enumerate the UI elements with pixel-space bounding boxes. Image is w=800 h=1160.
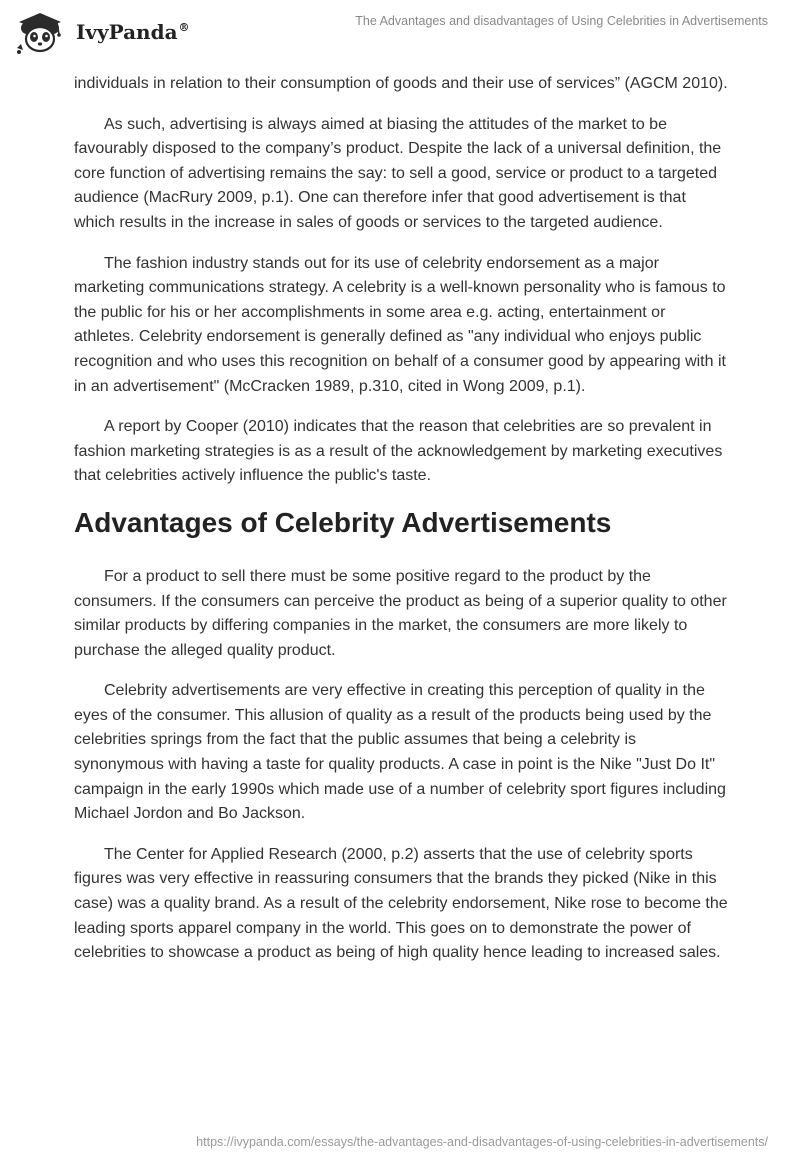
section-heading: Advantages of Celebrity Advertisements [74, 506, 612, 538]
paragraph: Celebrity advertisements are very effective in creating this perception of quality in the eyes of the consumer. This allusion of quality as a result of the products being used by the celebrities springs from the fact that the public assumes that being a celebrity is synonymous with having a taste for quality products. A case in point is the Nike "Just Do It" campaign in the early 1990s which made use of a number of celebrity sport figures including Michael Jordon and Bo Jackson. [74, 682, 726, 823]
document-title: The Advantages and disadvantages of Using Celebrities in Advertisements [355, 14, 768, 28]
footer-url[interactable]: https://ivypanda.com/essays/the-advantages-and-disadvantages-of-using-celebrities-in-advertisements/ [196, 1135, 768, 1149]
panda-graduate-icon[interactable] [13, 10, 67, 56]
paragraph: individuals in relation to their consumption of goods and their use of services” (AGCM 2010). [74, 75, 728, 92]
paragraph: A report by Cooper (2010) indicates that the reason that celebrities are so prevalent in fashion marketing strategies is as a result of the acknowledgement by marketing executives that celebrities actively influence the public's taste. [74, 418, 723, 485]
brand-text: IvyPanda [76, 20, 178, 44]
brand-name[interactable] [76, 20, 190, 44]
paragraph: The Center for Applied Research (2000, p.2) asserts that the use of celebrity sports figures was very effective in reassuring consumers that the brands they picked (Nike in this case) was a quality brand. As a result of the celebrity endorsement, Nike rose to become the leading sports apparel company in the world. This goes on to demonstrate the power of celebrities to showcase a product as being of high quality hence leading to increased sales. [74, 845, 728, 962]
paragraph: As such, advertising is always aimed at biasing the attitudes of the market to be favourably disposed to the company’s product. Despite the lack of a universal definition, the core function of advertising remains the say: to sell a good, service or product to a targeted audience (MacRury 2009, p.1). One can therefore infer that good advertisement is that which results in the increase in sales of goods or services to the targeted audience. [74, 115, 722, 231]
paragraph: The fashion industry stands out for its use of celebrity endorsement as a major marketing communications strategy. A celebrity is a well-known personality who is famous to the public for his or her accomplishments in some area e.g. acting, entertainment or athletes. Celebrity endorsement is generally defined as "any individual who enjoys public recognition and who uses this recognition on behalf of a consumer good by appearing with it in an advertisement" (McCracken 1989, p.310, cited in Wong 2009, p.1). [74, 254, 726, 395]
paragraph: For a product to sell there must be some positive regard to the product by the consumers. If the consumers can perceive the product as being of a superior quality to other similar products by differing companies in the market, the consumers are more likely to purchase the alleged quality product. [74, 567, 727, 659]
essay-content [74, 72, 728, 982]
page-header [0, 0, 800, 66]
registered-mark: ® [178, 21, 190, 35]
